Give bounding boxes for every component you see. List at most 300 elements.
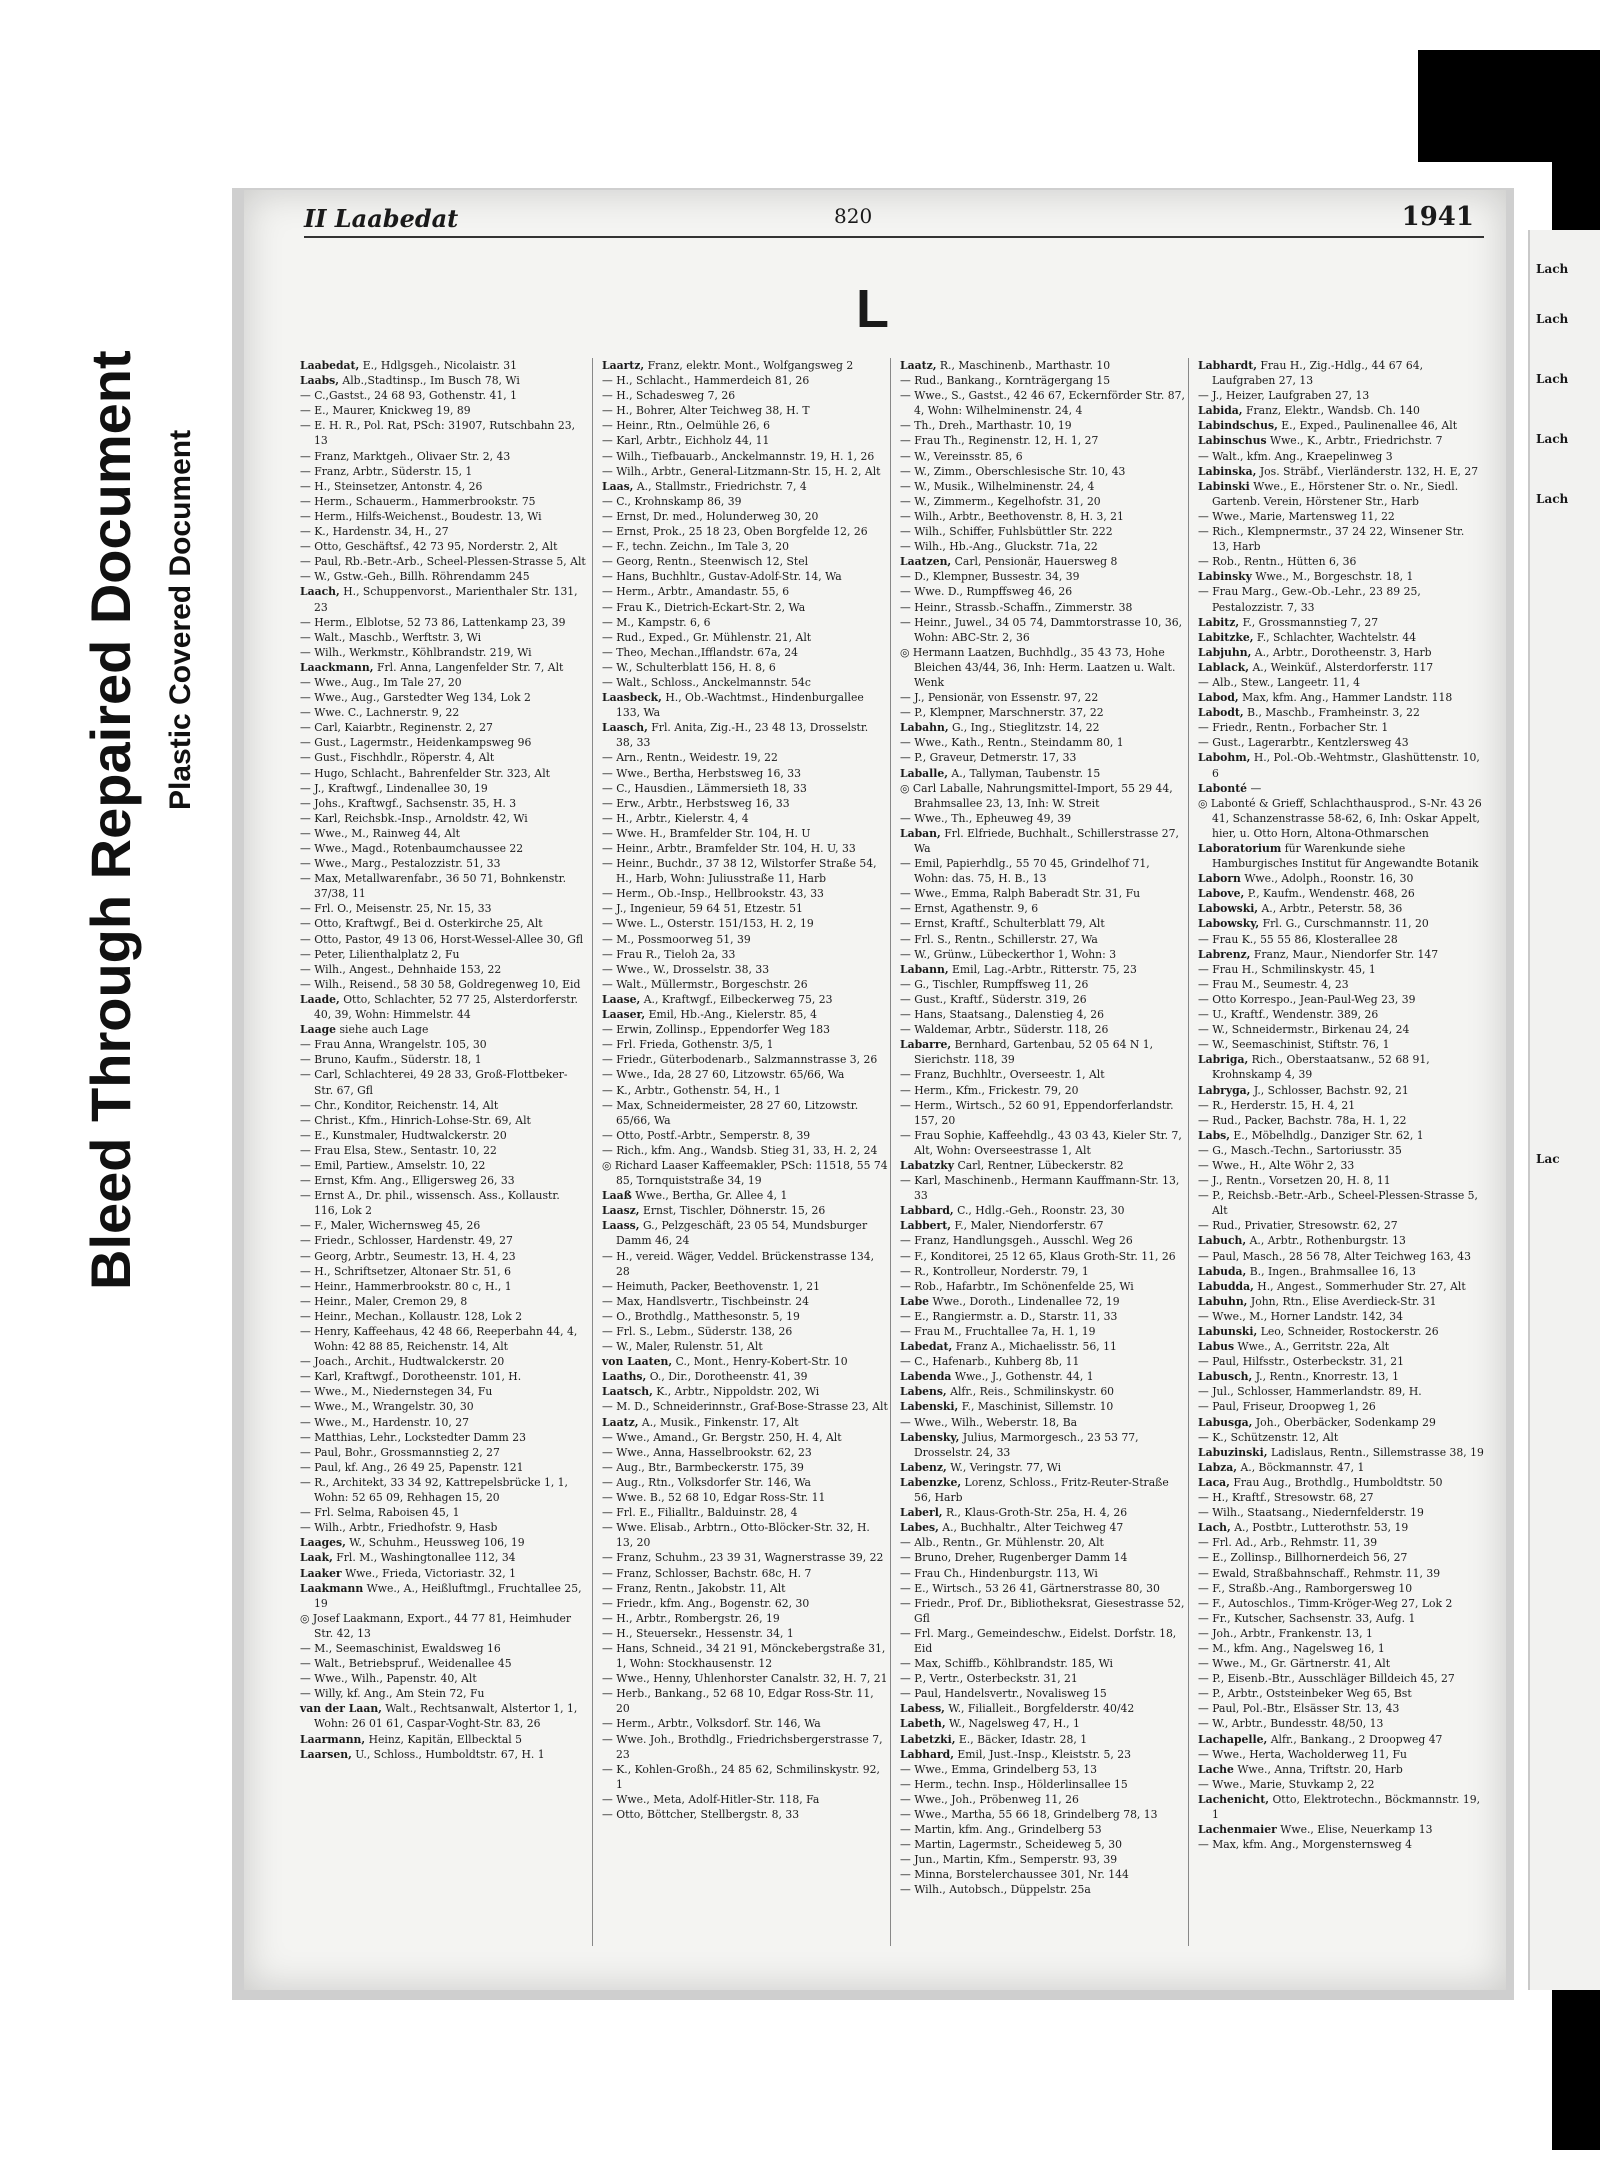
entry-surname: Labinschus bbox=[1198, 434, 1267, 448]
entry-surname: Laartz, bbox=[602, 359, 645, 372]
entry-details: A., Tallyman, Taubenstr. 15 bbox=[951, 766, 1101, 780]
directory-entry bbox=[602, 1399, 888, 1414]
directory-entry bbox=[1198, 1324, 1484, 1339]
entry-details: — R., Herderstr. 15, H. 4, 21 bbox=[1198, 1098, 1356, 1112]
entry-surname: Labinsky bbox=[1198, 570, 1252, 584]
entry-surname: Lachenmaier bbox=[1198, 1823, 1277, 1837]
entry-details: — Wilh., Angest., Dehnhaide 153, 22 bbox=[300, 962, 502, 976]
entry-details: — Martin, kfm. Ang., Grindelberg 53 bbox=[900, 1823, 1102, 1837]
entry-details: — Karl, Maschinenb., Hermann Kauffmann-Str. 13, 33 bbox=[900, 1174, 1180, 1203]
directory-entry bbox=[1198, 554, 1484, 569]
entry-details: — Wwe., Anna, Hasselbrookstr. 62, 23 bbox=[602, 1445, 812, 1459]
directory-entry bbox=[1198, 1339, 1484, 1354]
entry-details: — Alb., Rentn., Gr. Mühlenstr. 20, Alt bbox=[900, 1536, 1104, 1550]
entry-details: Franz A., Michaelisstr. 56, 11 bbox=[955, 1340, 1117, 1354]
entry-details: — Gust., Lagermstr., Heidenkampsweg 96 bbox=[300, 736, 532, 750]
directory-entry bbox=[300, 962, 586, 977]
directory-entry bbox=[900, 1384, 1186, 1399]
entry-details: B., Ingen., Brahmsallee 16, 13 bbox=[1249, 1264, 1416, 1278]
entry-details: Frau Aug., Brothdlg., Humboldtstr. 50 bbox=[1233, 1475, 1443, 1489]
entry-surname: Laase, bbox=[602, 992, 641, 1006]
entry-details: Otto, Elektrotechn., Böckmannstr. 19, 1 bbox=[1212, 1792, 1481, 1821]
directory-entry bbox=[602, 1052, 888, 1067]
entry-surname: Laarsen, bbox=[300, 1747, 352, 1761]
entry-details: — Friedr., Güterbodenarb., Salzmannstrasse 3, 26 bbox=[602, 1053, 878, 1067]
entry-details: — Ernst, Kraftf., Schulterblatt 79, Alt bbox=[900, 917, 1105, 931]
entry-details: — Wwe., M., Horner Landstr. 142, 34 bbox=[1198, 1309, 1404, 1323]
entry-surname: Labuch, bbox=[1198, 1234, 1247, 1248]
directory-entry bbox=[300, 705, 586, 720]
entry-details: — Alb., Stew., Langeetr. 11, 4 bbox=[1198, 675, 1360, 689]
entry-details: — P., Klempner, Marschnerstr. 37, 22 bbox=[900, 706, 1104, 720]
entry-details: — Frl. Selma, Raboisen 45, 1 bbox=[300, 1506, 460, 1520]
entry-details: K., Arbtr., Nippoldstr. 202, Wi bbox=[656, 1385, 820, 1399]
directory-entry bbox=[602, 524, 888, 539]
directory-entry bbox=[1198, 1460, 1484, 1475]
entry-details: — Herm., Arbtr., Amandastr. 55, 6 bbox=[602, 585, 790, 599]
directory-entry bbox=[300, 630, 586, 645]
directory-entry bbox=[300, 1279, 586, 1294]
entry-surname: Laasch, bbox=[602, 721, 648, 735]
directory-entry bbox=[300, 1505, 586, 1520]
entry-details: — Wwe., Kath., Rentn., Steindamm 80, 1 bbox=[900, 736, 1124, 750]
entry-details: — Paul, kf. Ang., 26 49 25, Papenstr. 121 bbox=[300, 1460, 524, 1474]
entry-details: F., Maler, Niendorferstr. 67 bbox=[954, 1219, 1104, 1233]
entry-surname: Labinski bbox=[1198, 479, 1250, 493]
entry-details: R., Klaus-Groth-Str. 25a, H. 4, 26 bbox=[946, 1506, 1128, 1520]
directory-entry bbox=[602, 418, 888, 433]
directory-entry bbox=[602, 584, 888, 599]
entry-details: — Wwe., Magd., Rotenbaumchaussee 22 bbox=[300, 842, 524, 855]
entry-details: — W., Grünw., Lübeckerthor 1, Wohn: 3 bbox=[900, 947, 1117, 961]
directory-entry bbox=[602, 1067, 888, 1082]
directory-entry bbox=[900, 600, 1186, 615]
directory-entry bbox=[300, 584, 586, 614]
entry-details: Wwe., M., Borgeschstr. 18, 1 bbox=[1255, 570, 1414, 584]
entry-details: — Gust., Fischhdlr., Röperstr. 4, Alt bbox=[300, 751, 495, 765]
directory-entry bbox=[300, 1399, 586, 1414]
entry-surname: Labitz, bbox=[1198, 615, 1240, 629]
directory-entry bbox=[900, 992, 1186, 1007]
entry-details: — Wilh., Schiffer, Fuhlsbüttler Str. 222 bbox=[900, 525, 1113, 539]
entry-surname: Laak, bbox=[300, 1551, 333, 1565]
entry-details: G., Pelzgeschäft, 23 05 54, Mundsburger Damm 46, 24 bbox=[616, 1219, 868, 1248]
next-page-entry-fragment: Lach bbox=[1536, 262, 1569, 276]
entry-surname: Labs, bbox=[1198, 1128, 1230, 1142]
entry-details: — Heinr., Hammerbrookstr. 80 c, H., 1 bbox=[300, 1279, 512, 1293]
directory-entry bbox=[602, 1732, 888, 1762]
entry-details: — Karl, Reichsbk.-Insp., Arnoldstr. 42, Wi bbox=[300, 811, 528, 825]
directory-entry bbox=[300, 1430, 586, 1445]
entry-details: — Wwe., Wilh., Papenstr. 40, Alt bbox=[300, 1672, 477, 1686]
directory-entry bbox=[300, 811, 586, 826]
entry-details: — Wwe., Henny, Uhlenhorster Canalstr. 32, H. 7, 21 bbox=[602, 1672, 888, 1686]
entry-surname: von Laaten, bbox=[602, 1355, 673, 1369]
directory-column-4 bbox=[1198, 358, 1484, 1852]
directory-entry bbox=[900, 1550, 1186, 1565]
entry-details: Wwe., Bertha, Gr. Allee 4, 1 bbox=[635, 1189, 788, 1203]
directory-entry bbox=[900, 1596, 1186, 1626]
entry-details: Rich., Oberstaatsanw., 52 68 91, Krohnskamp 4, 39 bbox=[1212, 1053, 1430, 1082]
directory-entry bbox=[602, 569, 888, 584]
directory-entry bbox=[900, 750, 1186, 765]
entry-details: — Hans, Staatsang., Dalenstieg 4, 26 bbox=[900, 1008, 1104, 1022]
entry-surname: Lachapelle, bbox=[1198, 1732, 1268, 1746]
directory-entry bbox=[300, 449, 586, 464]
entry-details: — Walt., Müllermstr., Borgeschstr. 26 bbox=[602, 977, 808, 991]
directory-entry bbox=[900, 735, 1186, 750]
entry-details: Julius, Marmorgesch., 23 53 77, Drosselstr. 24, 33 bbox=[914, 1430, 1139, 1459]
entry-surname: Laatz, bbox=[900, 359, 937, 372]
directory-entry bbox=[300, 1445, 586, 1460]
entry-details: U., Schloss., Humboldtstr. 67, H. 1 bbox=[355, 1747, 545, 1761]
entry-details: — Walt., Schloss., Anckelmannstr. 54c bbox=[602, 675, 811, 689]
entry-details: ◎ Richard Laaser Kaffeemakler, PSch: 11518, 55 74 85, Tornquiststraße 34, 19 bbox=[602, 1158, 888, 1188]
entry-details: H., Ob.-Wachtmst., Hindenburgallee 133, Wa bbox=[616, 691, 864, 720]
directory-entry bbox=[602, 1128, 888, 1143]
directory-entry bbox=[900, 1007, 1186, 1022]
entry-surname: Labbard, bbox=[900, 1204, 954, 1218]
entry-details: — H., Schlacht., Hammerdeich 81, 26 bbox=[602, 374, 810, 388]
directory-entry bbox=[1198, 735, 1484, 750]
entry-details: — Carl, Kaiarbtr., Reginenstr. 2, 27 bbox=[300, 721, 493, 735]
directory-entry bbox=[1198, 1158, 1484, 1173]
entry-details: — Ernst, Kfm. Ang., Elligersweg 26, 33 bbox=[300, 1174, 515, 1188]
directory-entry bbox=[602, 630, 888, 645]
directory-entry bbox=[1198, 569, 1484, 584]
directory-entry bbox=[1198, 1233, 1484, 1248]
entry-details: — D., Klempner, Bussestr. 34, 39 bbox=[900, 570, 1080, 584]
entry-details: — Heinr., Mechan., Kollaustr. 128, Lok 2 bbox=[300, 1309, 523, 1323]
directory-entry bbox=[1198, 418, 1484, 433]
directory-entry bbox=[900, 1475, 1186, 1505]
entry-details: — Wwe. Joh., Brothdlg., Friedrichsbergerstrasse 7, 23 bbox=[602, 1732, 883, 1761]
entry-details: — Ernst A., Dr. phil., wissensch. Ass., Kollaustr. 116, Lok 2 bbox=[300, 1189, 560, 1218]
entry-details: Wwe., Elise, Neuerkamp 13 bbox=[1280, 1823, 1433, 1837]
directory-entry bbox=[300, 358, 586, 373]
directory-entry bbox=[900, 1083, 1186, 1098]
entry-details: — M., Kampstr. 6, 6 bbox=[602, 615, 711, 629]
directory-entry bbox=[1198, 1701, 1484, 1716]
directory-entry bbox=[900, 1324, 1186, 1339]
directory-entry bbox=[602, 554, 888, 569]
entry-details: — Franz, Schlosser, Bachstr. 68c, H. 7 bbox=[602, 1566, 812, 1580]
entry-surname: Laass, bbox=[602, 1219, 640, 1233]
entry-surname: Laballe, bbox=[900, 766, 948, 780]
directory-entry bbox=[900, 1173, 1186, 1203]
entry-details: — Rich., Klempnermstr., 37 24 22, Winsener Str. 13, Harb bbox=[1198, 525, 1465, 554]
entry-details: ◎ Labonté & Grieff, Schlachthausprod., S-Nr. 43 26 41, Schanzenstrasse 58-62, 6, Inh: Oskar Appelt, hier, u. Otto Horn, Altona-Othmarschen bbox=[1198, 796, 1482, 840]
directory-entry bbox=[900, 1777, 1186, 1792]
entry-details: — Wwe., M., Gr. Gärtnerstr. 41, Alt bbox=[1198, 1657, 1391, 1671]
entry-details: — H., vereid. Wäger, Veddel. Brückenstrasse 134, 28 bbox=[602, 1249, 875, 1278]
entry-surname: Laasbeck, bbox=[602, 691, 662, 705]
entry-details: — Frau Elsa, Stew., Sentastr. 10, 22 bbox=[300, 1143, 497, 1157]
header-rule bbox=[304, 236, 1484, 238]
entry-details: — Jul., Schlosser, Hammerlandstr. 89, H. bbox=[1198, 1385, 1422, 1399]
directory-entry bbox=[900, 690, 1186, 705]
entry-details: Carl, Rentner, Lübeckerstr. 82 bbox=[957, 1158, 1124, 1172]
entry-details: — Herm., techn. Insp., Hölderlinsallee 15 bbox=[900, 1777, 1128, 1791]
directory-entry bbox=[300, 690, 586, 705]
entry-surname: Laach, bbox=[300, 585, 340, 599]
entry-details: — Friedr., Schlosser, Hardenstr. 49, 27 bbox=[300, 1234, 513, 1248]
entry-surname: Labrenz, bbox=[1198, 947, 1251, 961]
directory-entry bbox=[900, 916, 1186, 931]
directory-entry bbox=[1198, 932, 1484, 947]
entry-details: — Minna, Borstelerchaussee 301, Nr. 144 bbox=[900, 1868, 1129, 1882]
directory-entry bbox=[300, 1113, 586, 1128]
directory-entry bbox=[602, 1022, 888, 1037]
directory-entry bbox=[900, 1520, 1186, 1535]
entry-details: — Paul, Hilfsstr., Osterbeckstr. 31, 21 bbox=[1198, 1355, 1404, 1369]
entry-details: — W., Zimmerm., Kegelhofstr. 31, 20 bbox=[900, 494, 1101, 508]
entry-details: — E., Rangiermstr. a. D., Starstr. 11, 33 bbox=[900, 1309, 1118, 1323]
entry-surname: Laatzen, bbox=[900, 555, 952, 569]
directory-entry bbox=[602, 1384, 888, 1399]
directory-entry bbox=[300, 1369, 586, 1384]
directory-entry bbox=[602, 1369, 888, 1384]
directory-entry bbox=[1198, 1430, 1484, 1445]
entry-details: — G., Masch.-Techn., Sartoriusstr. 35 bbox=[1198, 1143, 1402, 1157]
entry-surname: Laborn bbox=[1198, 872, 1241, 886]
entry-surname: Laberl, bbox=[900, 1506, 943, 1520]
entry-surname: Lachenicht, bbox=[1198, 1792, 1270, 1806]
entry-details: — Wwe. D., Rumpffsweg 46, 26 bbox=[900, 585, 1073, 599]
entry-details: — Wwe. L., Osterstr. 151/153, H. 2, 19 bbox=[602, 917, 814, 931]
directory-entry bbox=[1198, 1309, 1484, 1324]
entry-details: — E. H. R., Pol. Rat, PSch: 31907, Rutschbahn 23, 13 bbox=[300, 419, 576, 448]
entry-details: — Frl. Marg., Gemeindeschw., Eidelst. Dorfstr. 18, Eid bbox=[900, 1626, 1177, 1655]
entry-details: — P., Reichsb.-Betr.-Arb., Scheel-Plessen-Strasse 5, Alt bbox=[1198, 1189, 1478, 1218]
directory-entry bbox=[1198, 1716, 1484, 1731]
entry-details: — Erw., Arbtr., Herbstsweg 16, 33 bbox=[602, 796, 790, 810]
directory-entry bbox=[300, 1671, 586, 1686]
entry-details: — Bruno, Dreher, Rugenberger Damm 14 bbox=[900, 1551, 1128, 1565]
entry-details: — Rob., Rentn., Hütten 6, 36 bbox=[1198, 555, 1357, 569]
directory-entry bbox=[602, 690, 888, 720]
directory-entry bbox=[300, 1052, 586, 1067]
entry-details: — Karl, Kraftwgf., Dorotheenstr. 101, H. bbox=[300, 1370, 522, 1384]
directory-entry bbox=[900, 720, 1186, 735]
directory-entry bbox=[900, 901, 1186, 916]
entry-details: — Walt., Maschb., Werftstr. 3, Wi bbox=[300, 630, 482, 644]
directory-entry bbox=[900, 1566, 1186, 1581]
entry-details: Frl. G., Curschmannstr. 11, 20 bbox=[1262, 917, 1429, 931]
directory-entry bbox=[602, 1596, 888, 1611]
entry-surname: Labahn, bbox=[900, 721, 949, 735]
entry-surname: Laaser, bbox=[602, 1008, 646, 1022]
directory-entry bbox=[1198, 1173, 1484, 1188]
entry-details: — Wwe., Wilh., Weberstr. 18, Ba bbox=[900, 1415, 1078, 1429]
entry-details: A., Postbtr., Lutterothstr. 53, 19 bbox=[1234, 1521, 1409, 1535]
entry-surname: Laca, bbox=[1198, 1475, 1230, 1489]
directory-entry bbox=[300, 1218, 586, 1233]
directory-entry bbox=[1198, 1249, 1484, 1264]
directory-entry bbox=[300, 735, 586, 750]
entry-details: — Rud., Privatier, Stresowstr. 62, 27 bbox=[1198, 1219, 1398, 1233]
entry-details: — W., Vereinsstr. 85, 6 bbox=[900, 449, 1023, 463]
entry-details: — Wwe., Ida, 28 27 60, Litzowstr. 65/66, Wa bbox=[602, 1068, 845, 1082]
entry-details: siehe auch Lage bbox=[339, 1023, 429, 1037]
directory-entry bbox=[300, 1550, 586, 1565]
entry-details: — C.,Gastst., 24 68 93, Gothenstr. 41, 1 bbox=[300, 389, 517, 403]
directory-entry bbox=[602, 1007, 888, 1022]
directory-entry bbox=[1198, 358, 1484, 388]
directory-entry bbox=[602, 615, 888, 630]
directory-entry bbox=[1198, 675, 1484, 690]
directory-entry bbox=[1198, 1037, 1484, 1052]
directory-entry bbox=[300, 841, 586, 856]
entry-details: — K., Schützenstr. 12, Alt bbox=[1198, 1430, 1339, 1444]
entry-details: — Wilh., Hb.-Ang., Gluckstr. 71a, 22 bbox=[900, 540, 1098, 554]
entry-details: Wwe., Frieda, Victoriastr. 32, 1 bbox=[345, 1566, 516, 1580]
directory-entry bbox=[300, 615, 586, 630]
entry-details: R., Maschinenb., Marthastr. 10 bbox=[939, 359, 1111, 372]
entry-surname: Labitzke, bbox=[1198, 630, 1254, 644]
directory-entry bbox=[602, 1445, 888, 1460]
entry-surname: Labe bbox=[900, 1294, 930, 1308]
entry-details: — M., Seemaschinist, Ewaldsweg 16 bbox=[300, 1641, 501, 1655]
directory-entry bbox=[900, 1837, 1186, 1852]
directory-entry bbox=[900, 705, 1186, 720]
entry-surname: Laabs, bbox=[300, 374, 339, 388]
directory-entry bbox=[1198, 1490, 1484, 1505]
entry-details: — Wwe., Marie, Stuvkamp 2, 22 bbox=[1198, 1777, 1375, 1791]
directory-entry bbox=[1198, 1279, 1484, 1294]
directory-entry bbox=[602, 1566, 888, 1581]
directory-entry bbox=[602, 977, 888, 992]
directory-column-1 bbox=[300, 358, 586, 1762]
entry-details: W., Veringstr. 77, Wi bbox=[950, 1460, 1062, 1474]
directory-entry bbox=[602, 675, 888, 690]
entry-details: — Friedr., Prof. Dr., Bibliotheksrat, Giesestrasse 52, Gfl bbox=[900, 1596, 1185, 1625]
entry-details: — M., kfm. Ang., Nagelsweg 16, 1 bbox=[1198, 1641, 1385, 1655]
entry-details: — Arn., Rentn., Weidestr. 19, 22 bbox=[602, 751, 778, 765]
entry-details: W., Schuhm., Heussweg 106, 19 bbox=[349, 1536, 525, 1550]
entry-surname: van der Laan, bbox=[300, 1702, 382, 1716]
entry-details: — Max, kfm. Ang., Morgensternsweg 4 bbox=[1198, 1838, 1413, 1852]
entry-details: — Otto, Pastor, 49 13 06, Horst-Wessel-Allee 30, Gfl bbox=[300, 932, 584, 946]
repaired-document-label: Repaired Document bbox=[79, 350, 142, 880]
entry-details: — Georg, Rentn., Steenwisch 12, Stel bbox=[602, 555, 809, 569]
directory-entry bbox=[1198, 1505, 1484, 1520]
directory-entry bbox=[602, 781, 888, 796]
entry-details: — W., Maler, Rulenstr. 51, Alt bbox=[602, 1340, 763, 1354]
entry-details: — Franz, Handlungsgeh., Ausschl. Weg 26 bbox=[900, 1234, 1133, 1248]
directory-entry bbox=[1198, 871, 1484, 886]
entry-details: — Herm., Wirtsch., 52 60 91, Eppendorferlandstr. 157, 20 bbox=[900, 1098, 1174, 1127]
entry-details: — Frl. Ad., Arb., Rehmstr. 11, 39 bbox=[1198, 1536, 1378, 1550]
entry-details: — Wwe. B., 52 68 10, Edgar Ross-Str. 11 bbox=[602, 1491, 826, 1505]
next-page-entry-fragment: Lach bbox=[1536, 492, 1569, 506]
column-divider bbox=[592, 358, 593, 1946]
entry-details: — Waldemar, Arbtr., Süderstr. 118, 26 bbox=[900, 1023, 1109, 1037]
entry-details: — H., Arbtr., Kielerstr. 4, 4 bbox=[602, 811, 749, 825]
entry-details: Leo, Schneider, Rostockerstr. 26 bbox=[1260, 1325, 1439, 1338]
entry-details: — Max, Schneidermeister, 28 27 60, Litzowstr. 65/66, Wa bbox=[602, 1098, 859, 1127]
entry-details: Wwe., A., Heißluftmgl., Fruchtallee 25, 19 bbox=[314, 1581, 582, 1610]
directory-entry bbox=[300, 1158, 586, 1173]
directory-entry bbox=[300, 796, 586, 811]
entry-details: — Wwe., Herta, Wacholderweg 11, Fu bbox=[1198, 1747, 1407, 1761]
entry-surname: Labeth, bbox=[900, 1717, 946, 1731]
entry-details: — Paul, Handelsvertr., Novalisweg 15 bbox=[900, 1687, 1107, 1701]
entry-details: — Frl. E., Filialltr., Balduinstr. 28, 4 bbox=[602, 1506, 798, 1520]
entry-details: — Georg, Arbtr., Seumestr. 13, H. 4, 23 bbox=[300, 1249, 516, 1263]
directory-entry bbox=[602, 901, 888, 916]
scan-annotation-panel bbox=[0, 0, 220, 2177]
directory-entry bbox=[300, 1233, 586, 1248]
entry-surname: Laboratorium bbox=[1198, 842, 1282, 855]
entry-surname: Labuhn, bbox=[1198, 1294, 1248, 1308]
directory-entry bbox=[602, 1686, 888, 1716]
entry-details: — Willy, kf. Ang., Am Stein 72, Fu bbox=[300, 1687, 485, 1701]
directory-entry bbox=[900, 1233, 1186, 1248]
directory-entry bbox=[900, 1249, 1186, 1264]
directory-entry bbox=[1198, 1475, 1484, 1490]
directory-entry bbox=[1198, 947, 1484, 962]
entry-details: — F., techn. Zeichn., Im Tale 3, 20 bbox=[602, 540, 789, 554]
entry-details: — Rud., Exped., Gr. Mühlenstr. 21, Alt bbox=[602, 630, 812, 644]
directory-entry bbox=[602, 856, 888, 886]
entry-details: — W., Gstw.-Geh., Billh. Röhrendamm 245 bbox=[300, 570, 530, 584]
entry-details: — Paul, Rb.-Betr.-Arb., Scheel-Plessen-Strasse 5, Alt bbox=[300, 555, 586, 569]
entry-details: — M. D., Schneiderinnstr., Graf-Bose-Strasse 23, Alt bbox=[602, 1400, 888, 1414]
entry-details: — H., Steinsetzer, Antonstr. 4, 26 bbox=[300, 479, 483, 493]
directory-entry bbox=[1198, 1762, 1484, 1777]
entry-details: Wwe., Anna, Triftstr. 20, Harb bbox=[1237, 1762, 1403, 1776]
entry-details: — H., Steuersekr., Hessenstr. 34, 1 bbox=[602, 1626, 794, 1640]
entry-surname: Laatz, bbox=[602, 1415, 639, 1429]
entry-details: — Frau Sophie, Kaffeehdlg., 43 03 43, Kieler Str. 7, Alt, Wohn: Overseestrasse 1, Alt bbox=[900, 1128, 1182, 1157]
directory-entry bbox=[602, 464, 888, 479]
entry-details: — Max, Schiffb., Köhlbrandstr. 185, Wi bbox=[900, 1657, 1114, 1671]
directory-entry bbox=[602, 1611, 888, 1626]
entry-surname: Laasz, bbox=[602, 1204, 640, 1218]
entry-details: — Wilh., Autobsch., Düppelstr. 25a bbox=[900, 1883, 1091, 1897]
entry-details: — Hans, Schneid., 34 21 91, Mönckebergstraße 31, 1, Wohn: Stockhausenstr. 12 bbox=[602, 1641, 886, 1671]
directory-entry bbox=[1198, 781, 1484, 796]
directory-entry bbox=[602, 1083, 888, 1098]
directory-entry bbox=[900, 932, 1186, 947]
plastic-covered-label: Plastic Covered Document bbox=[164, 429, 197, 810]
directory-entry bbox=[900, 373, 1186, 388]
entry-details: — Otto, Kraftwgf., Bei d. Osterkirche 25, Alt bbox=[300, 917, 543, 931]
directory-entry bbox=[1198, 1294, 1484, 1309]
entry-details: Frau H., Zig.-Hdlg., 44 67 64, Laufgraben 27, 13 bbox=[1212, 359, 1424, 388]
directory-entry bbox=[900, 1701, 1186, 1716]
directory-entry bbox=[1198, 1520, 1484, 1535]
entry-details: Otto, Schlachter, 52 77 25, Alsterdorferstr. 40, 39, Wohn: Himmelstr. 44 bbox=[314, 992, 578, 1022]
entry-details: — Rob., Hafarbtr., Im Schönenfelde 25, Wi bbox=[900, 1279, 1134, 1293]
entry-details: — H., Arbtr., Rombergstr. 26, 19 bbox=[602, 1611, 780, 1625]
directory-entry bbox=[300, 1067, 586, 1097]
directory-entry bbox=[300, 871, 586, 901]
entry-details: — Otto, Postf.-Arbtr., Semperstr. 8, 39 bbox=[602, 1128, 811, 1142]
column-divider bbox=[1188, 358, 1189, 1946]
entry-surname: Labriga, bbox=[1198, 1053, 1249, 1067]
directory-entry bbox=[300, 675, 586, 690]
bleed-repaired-label bbox=[78, 350, 143, 1290]
entry-details: Lorenz, Schloss., Fritz-Reuter-Straße 56, Harb bbox=[914, 1475, 1169, 1505]
entry-surname: Labann, bbox=[900, 962, 949, 976]
entry-details: — H., Schriftsetzer, Altonaer Str. 51, 6 bbox=[300, 1264, 511, 1278]
directory-entry bbox=[1198, 1822, 1484, 1837]
directory-entry bbox=[602, 1581, 888, 1596]
directory-entry bbox=[1198, 1566, 1484, 1581]
entry-details: C., Hdlg.-Geh., Roonstr. 23, 30 bbox=[957, 1204, 1125, 1218]
